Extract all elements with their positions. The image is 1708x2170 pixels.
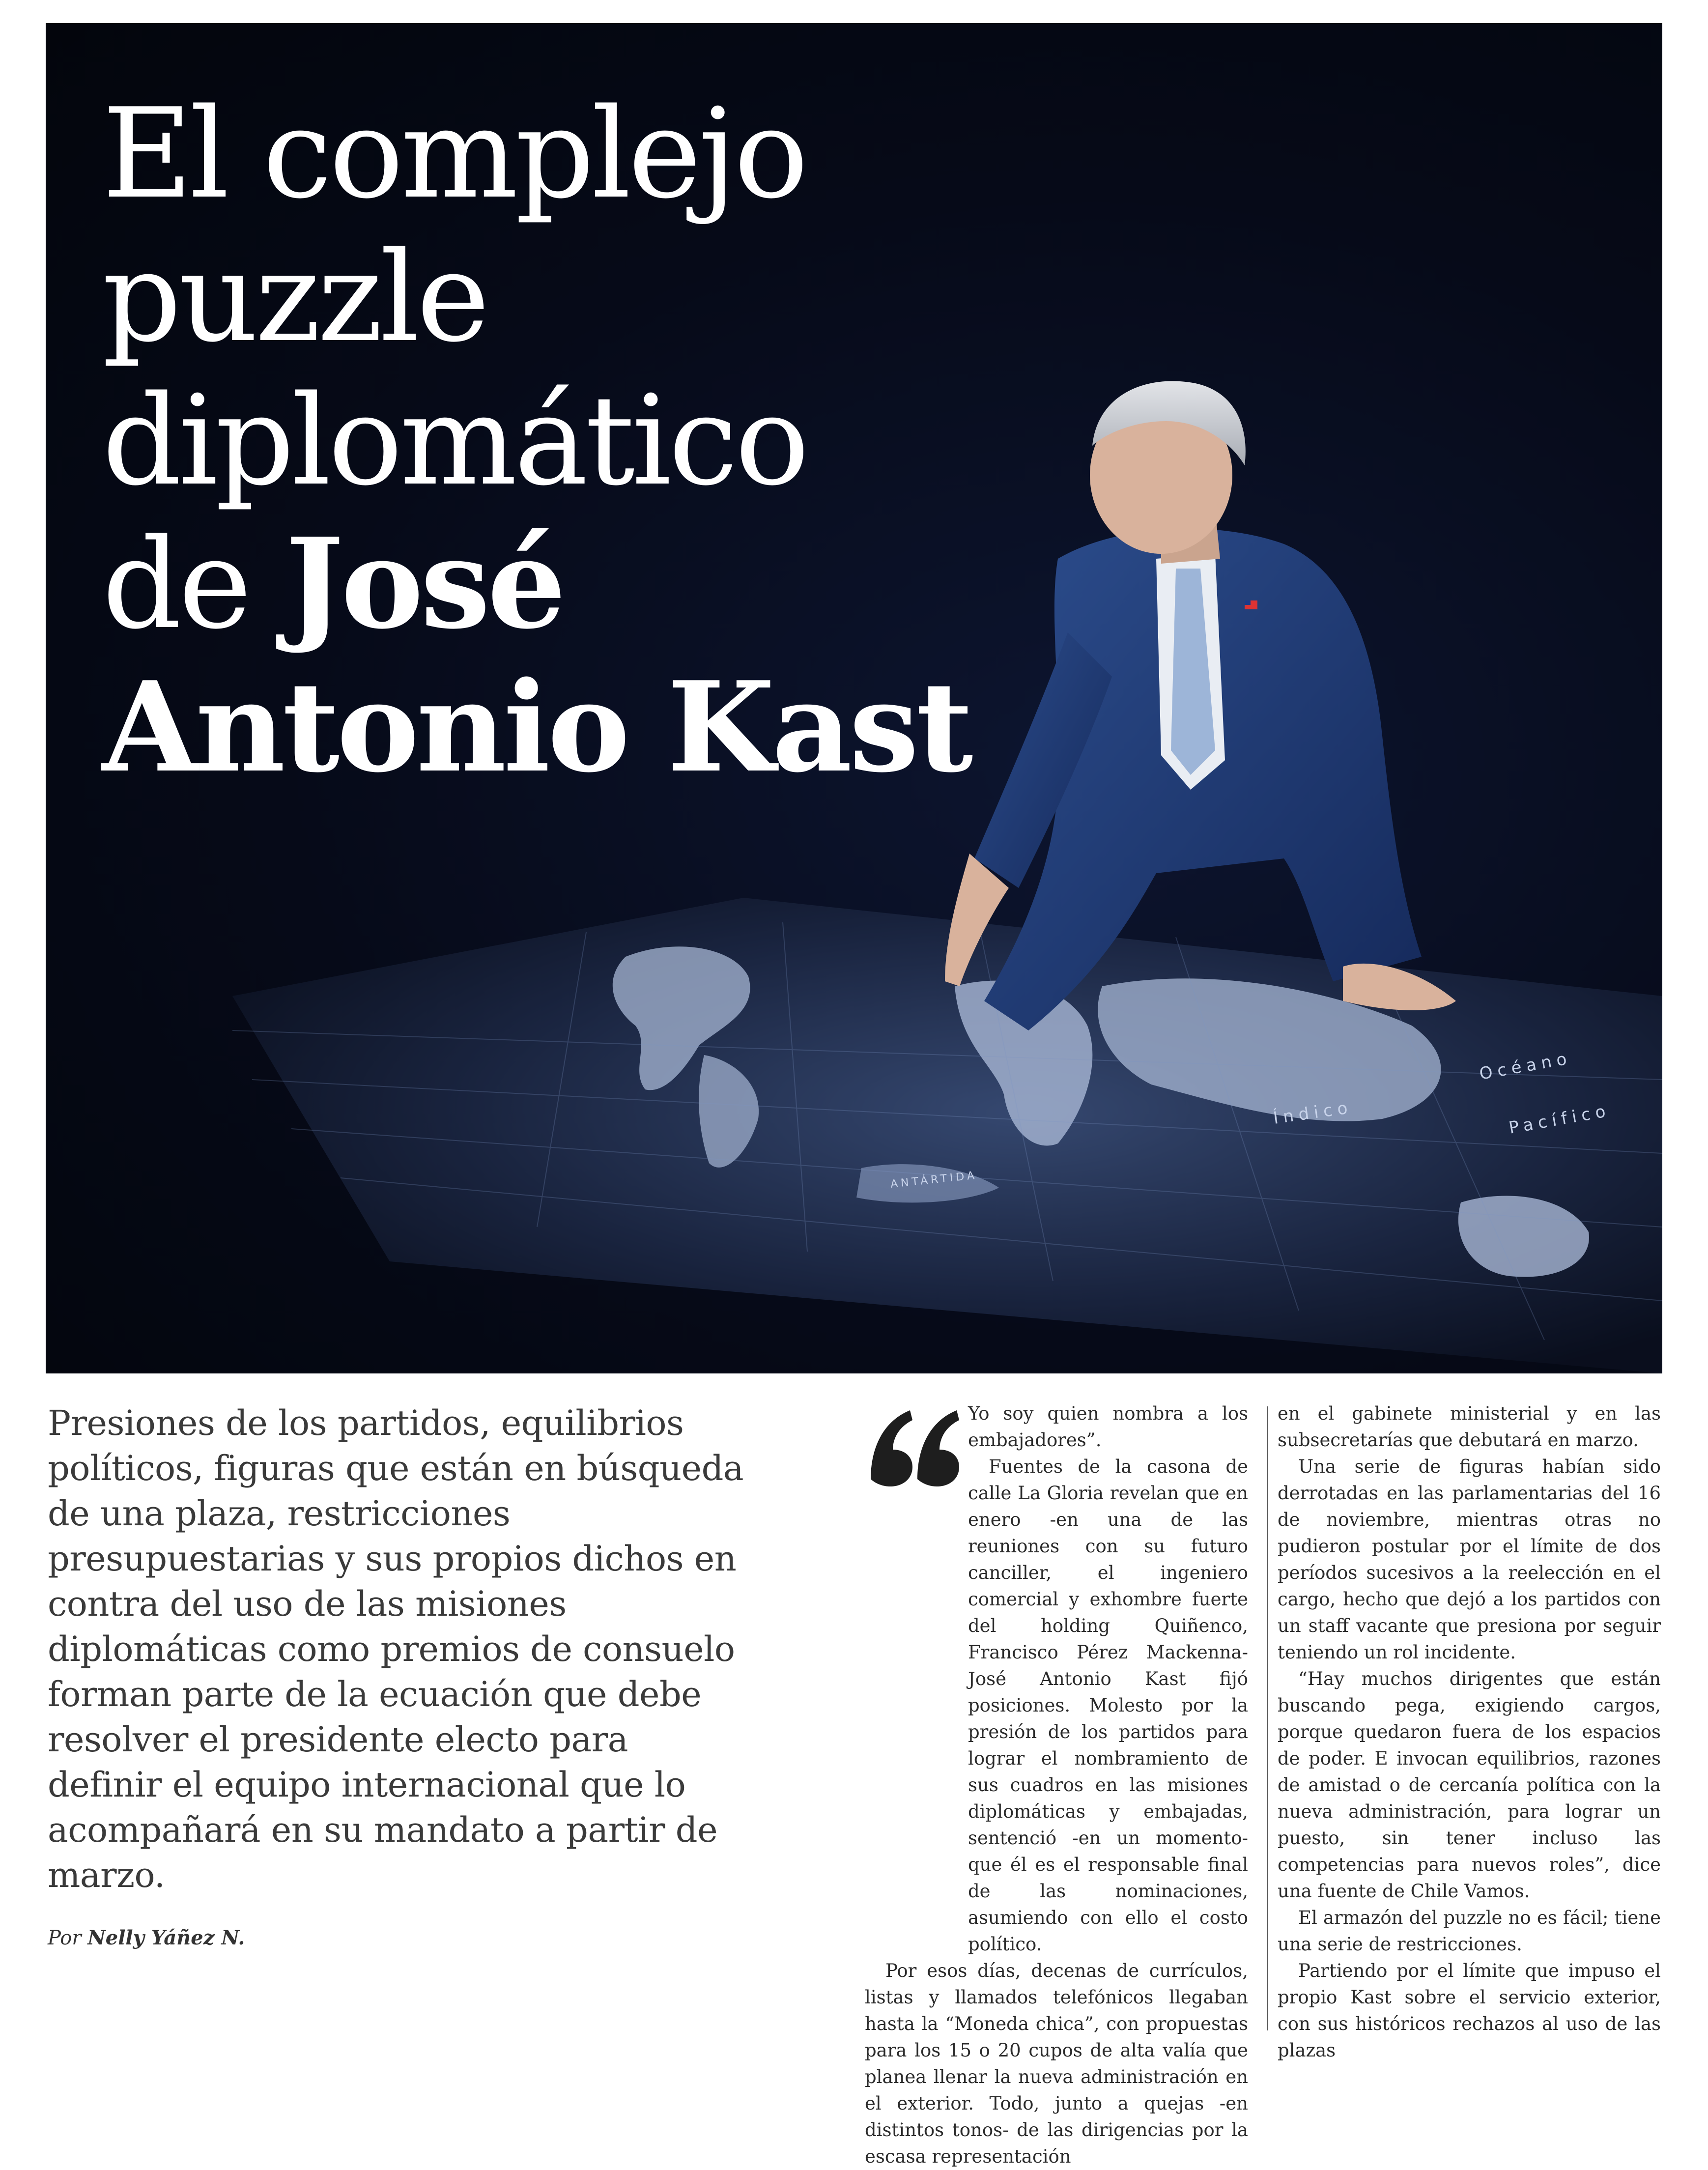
map-label-ocean: Océano [1478, 1048, 1573, 1084]
column2-paragraph-5: Partiendo por el límite que impuso el propio Kast sobre el servicio exterior, con sus históricos rechazos al uso de las plazas [1278, 1960, 1661, 2061]
byline-author: Nelly Yáñez N. [87, 1926, 245, 1949]
article-deck: Presiones de los partidos, equilibrios políticos, figuras que están en búsqueda de una plaza, restricciones presupuestarias y sus propios dichos en contra del uso de las misiones diplomáticas como premios de consuelo forman parte de la ecuación que debe resolver el presidente electo para definir el equipo internacional que lo acompañará en su mandato a partir de marzo. [48, 1403, 744, 1895]
headline-line-3: diplomático [102, 369, 807, 513]
map-label-pacific: Pacífico [1507, 1101, 1612, 1138]
column-divider [1267, 1406, 1268, 2030]
column2-paragraph-2: Una serie de figuras habían sido derrotadas en las parlamentarias del 16 de noviembre, mientras otras no pudieron postular por el límite de dos períodos sucesivos a la reelección en el cargo, hecho que dejó a los partidos con un staff vacante que presiona por seguir teniendo un rol incidente. [1278, 1456, 1661, 1663]
byline-prefix: Por [48, 1927, 88, 1949]
headline-line-4-light: de [102, 513, 285, 657]
headline-line-5: Antonio Kast [102, 655, 970, 800]
column1-paragraph-1: Yo soy quien nombra a los embajadores”. [968, 1403, 1248, 1451]
column2-paragraph-1: en el gabinete ministerial y en las subsecretarías que debutará en marzo. [1278, 1403, 1661, 1451]
column2-paragraph-4: El armazón del puzzle no es fácil; tiene una serie de restricciones. [1278, 1907, 1661, 1955]
headline [102, 82, 1036, 799]
map-label-antarctica: ANTÁRTIDA [890, 1169, 978, 1191]
headline-line-2: puzzle [102, 226, 487, 370]
headline-line-1: El complejo [102, 82, 806, 226]
byline [48, 1926, 245, 1949]
column2-paragraph-3: “Hay muchos dirigentes que están buscando pega, exigiendo cargos, porque quedaron fuera de los espacios de poder. E invocan equilibrios, razones de amistad o de cercanía política con la nueva administración, para lograr un puesto, sin tener incluso las competencias para nuevos roles”, dice una fuente de Chile Vamos. [1278, 1668, 1661, 1902]
column1-paragraph-3: Por esos días, decenas de currículos, listas y llamados telefónicos llegaban hasta la “Moneda chica”, con propuestas para los 15 o 20 cupos de alta valía que planea llenar la nueva administración en el exterior. Todo, junto a quejas -en distintos tonos- de las dirigencias por la escasa representación [865, 1960, 1248, 2167]
map-label-indian: Índico [1272, 1097, 1354, 1128]
hero-photo [46, 23, 1662, 1373]
column1-paragraph-2: Fuentes de la casona de calle La Gloria revelan que en enero -en una de las reuniones con su futuro canciller, el ingeniero comercial y exhombre fuerte del holding Quiñenco, Francisco Pérez Mackenna- José Antonio Kast fijó posiciones. Molesto por la presión de los partidos para lograr el nombramiento de sus cuadros en las misiones diplomáticas y embajadas, sentenció -en un momento- que él es el responsable final de las nominaciones, asumiendo con ello el costo político. [968, 1456, 1248, 1955]
headline-line-4-bold: José [285, 511, 564, 657]
article-column-2 [1278, 1400, 1661, 2064]
article-column-1 [865, 1400, 1248, 2170]
